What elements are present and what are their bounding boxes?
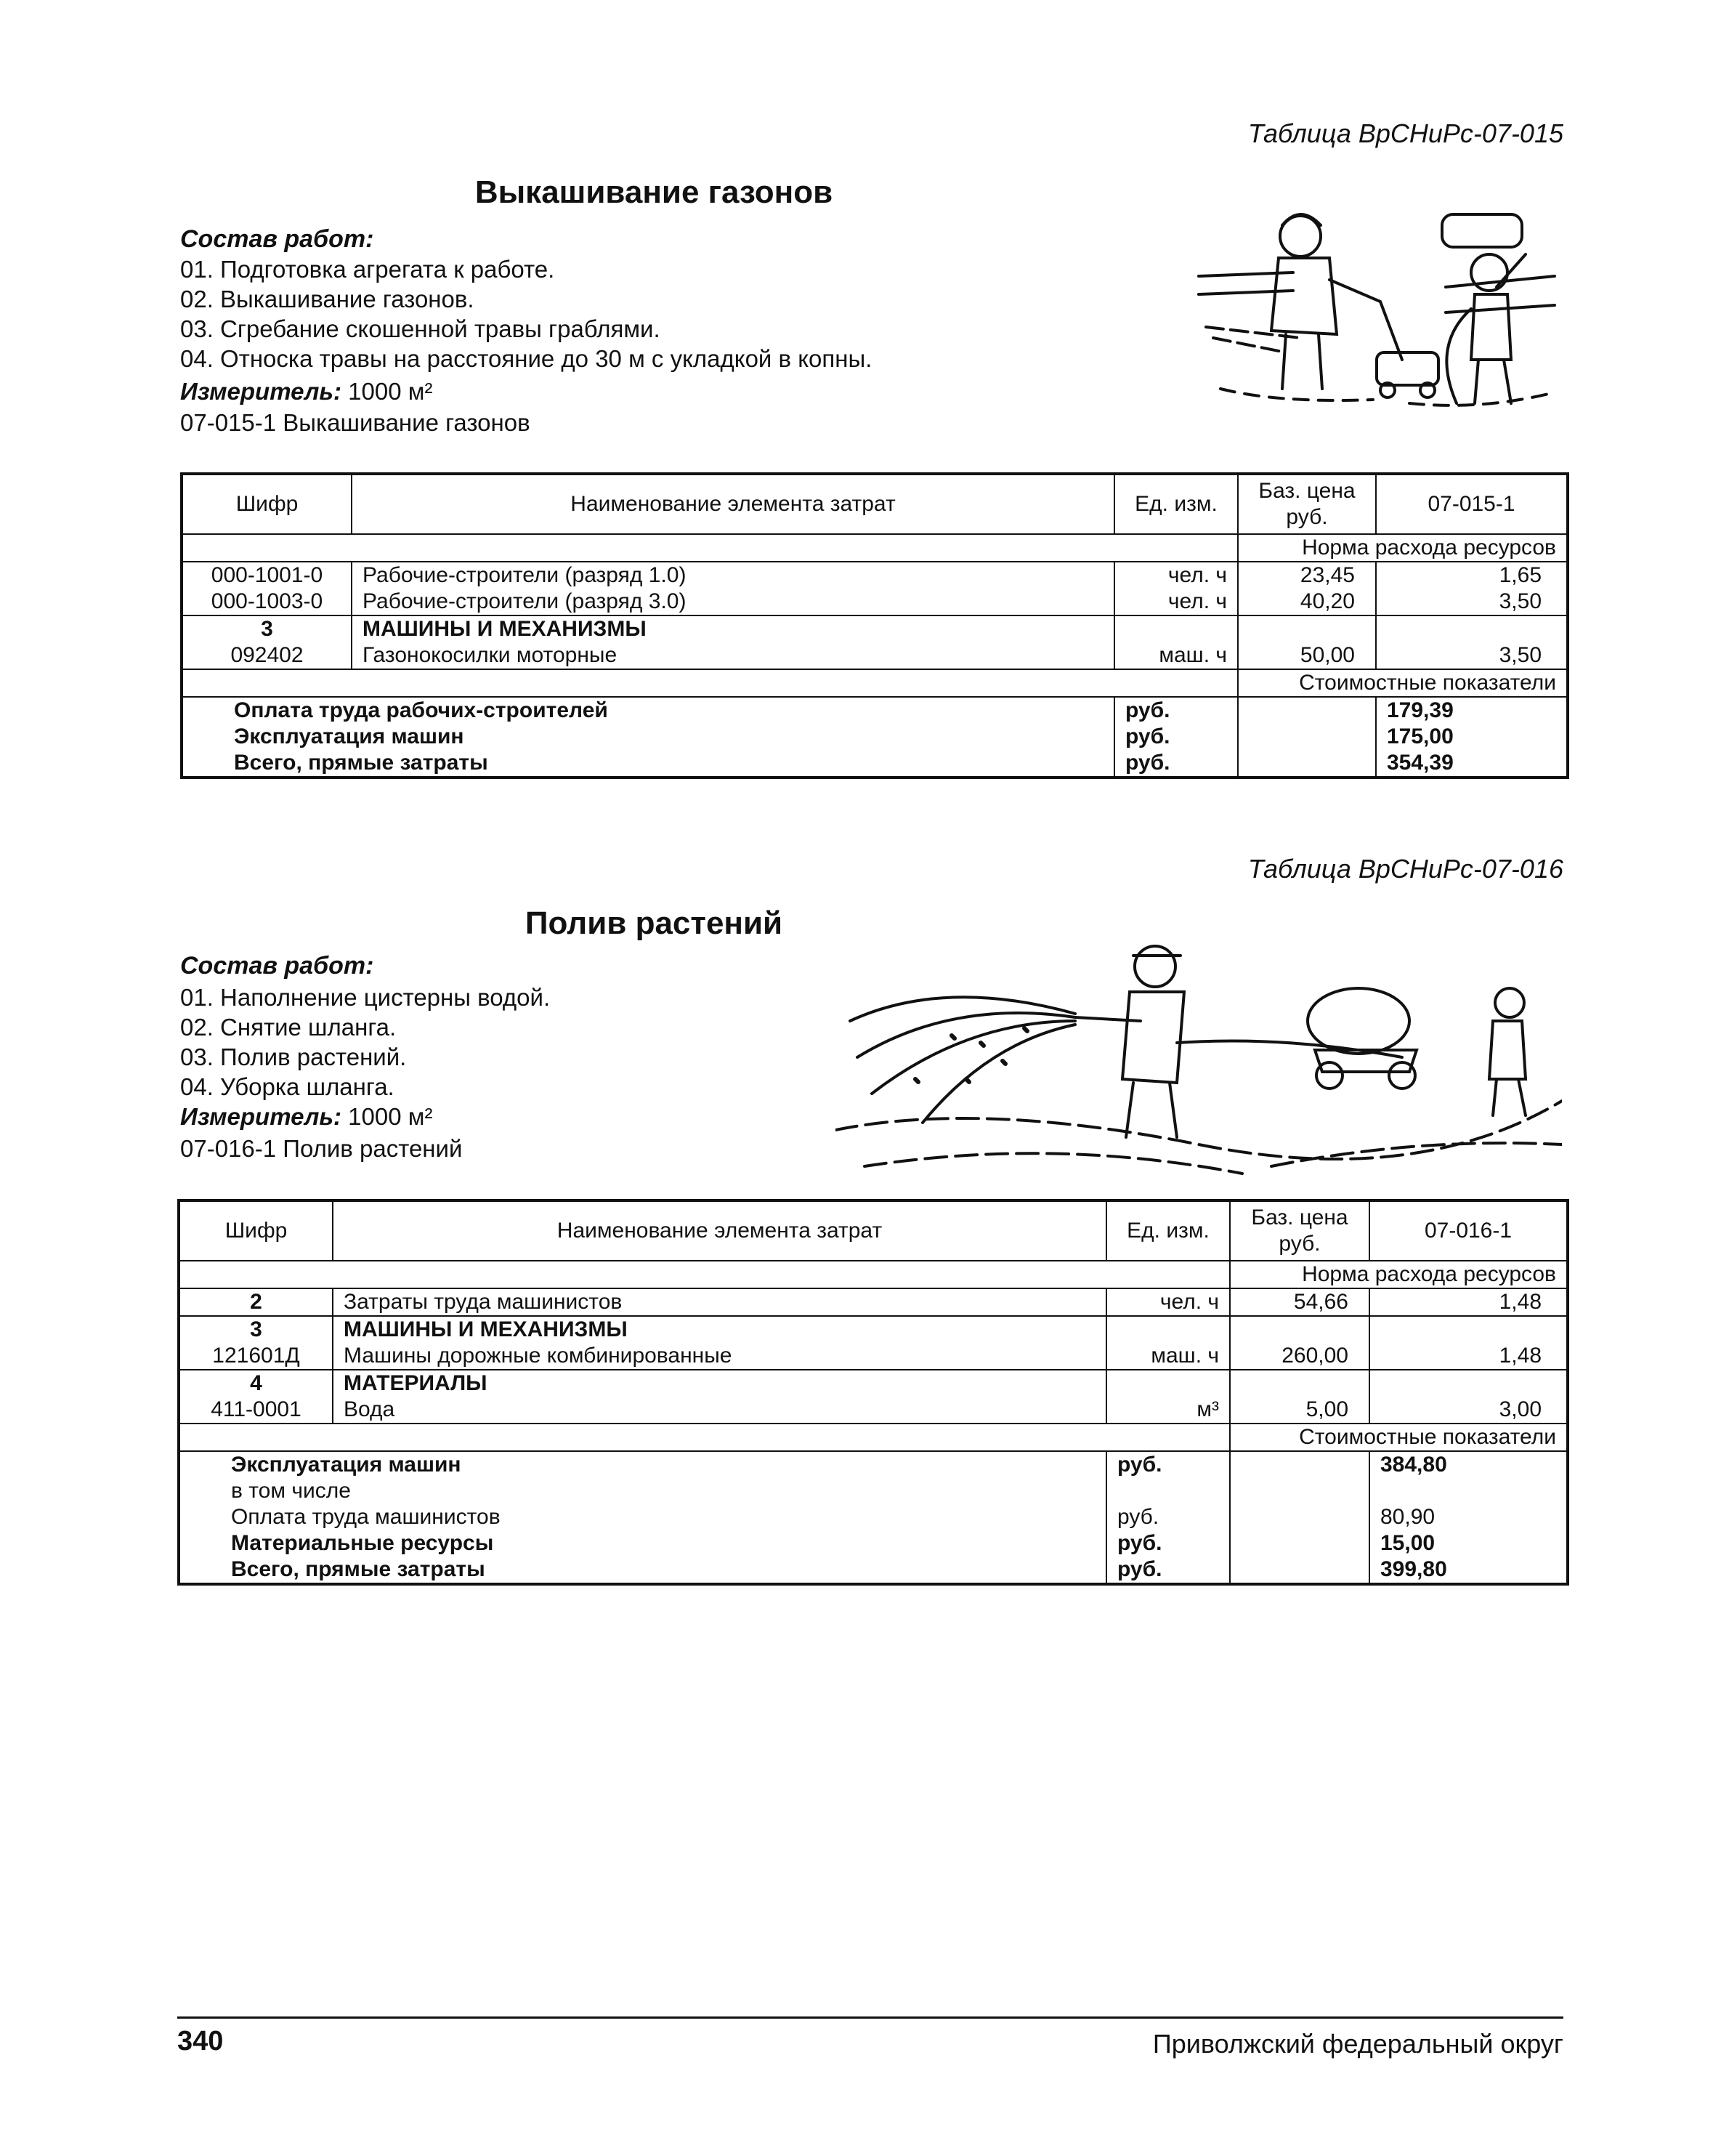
cell-price: 40,20 [1238,589,1376,615]
cell-unit: чел. ч [1106,1288,1230,1316]
col-header-name: Наименование элемента затрат [333,1200,1106,1261]
col-header-code: Шифр [179,1200,333,1261]
total-row [179,1557,1568,1584]
cost-spacer [182,669,1238,697]
cost-spacer [179,1424,1230,1451]
cell-code: 411-0001 [179,1397,333,1424]
norm-spacer [179,1261,1230,1288]
cell-price: 54,66 [1230,1288,1369,1316]
cell-name: Затраты труда машинистов [333,1288,1106,1316]
total-value: 384,80 [1380,1453,1447,1477]
cell-price [1230,1316,1369,1343]
total-unit [1106,1478,1230,1504]
total-value: 175,00 [1387,724,1454,748]
total-name: Материальные ресурсы [179,1530,1106,1557]
work-list-1 [180,254,872,374]
cell-unit: чел. ч [1114,562,1238,589]
cell-unit: маш. ч [1114,642,1238,669]
total-row [179,1530,1568,1557]
cell-price [1230,1370,1369,1397]
total-empty [1238,724,1376,750]
table-row [182,615,1568,642]
total-empty [1230,1557,1369,1584]
col-header-price: Баз. цена руб. [1230,1200,1369,1261]
total-value: 15,00 [1380,1531,1436,1555]
norm-label: Норма расхода ресурсов [1230,1261,1568,1288]
measure-value: 1000 м² [348,378,433,405]
measure-label: Измеритель: [180,378,341,405]
total-value: 179,39 [1387,698,1454,722]
cell-unit [1114,615,1238,642]
total-empty [1230,1478,1369,1504]
total-value: 80,90 [1380,1505,1436,1529]
section-title-1: Выкашивание газонов [474,174,833,210]
cell-unit [1106,1316,1230,1343]
total-empty [1238,697,1376,724]
cell-code: 3 [179,1316,333,1343]
cell-name: Машины дорожные комбинированные [333,1343,1106,1370]
total-name: Эксплуатация машин [182,724,1114,750]
cell-name: Газонокосилки моторные [352,642,1114,669]
table-row [182,642,1568,669]
resource-table-1 [180,472,1569,779]
cell-price: 260,00 [1230,1343,1369,1370]
total-unit: руб. [1106,1504,1230,1530]
norm-spacer [182,534,1238,562]
col-header-name: Наименование элемента затрат [352,474,1114,534]
total-row [182,697,1568,724]
cell-code: 3 [182,615,352,642]
table-row [179,1288,1568,1316]
table-row [182,589,1568,615]
norm-label: Норма расхода ресурсов [1238,534,1568,562]
total-unit: руб. [1114,724,1238,750]
work-item: 02. Снятие шланга. [180,1014,397,1041]
code-line-1: 07-015-1 Выкашивание газонов [180,409,530,436]
total-value: 399,80 [1380,1557,1447,1581]
col-header-price: Баз. цена руб. [1238,474,1376,534]
cell-value [1369,1370,1568,1397]
sostav-label-2: Состав работ: [180,952,374,980]
cell-price: 50,00 [1238,642,1376,669]
total-name: Всего, прямые затраты [179,1557,1106,1584]
page-number: 340 [177,2026,224,2056]
cell-name: МАТЕРИАЛЫ [333,1370,1106,1397]
cell-value: 1,65 [1499,563,1542,587]
total-empty [1230,1451,1369,1478]
section-title-2: Полив растений [525,905,783,941]
work-item: 02. Выкашивание газонов. [180,286,474,312]
measure-2 [180,1103,432,1131]
work-list-2 [180,982,550,1102]
total-unit: руб. [1106,1451,1230,1478]
cell-code: 2 [179,1288,333,1316]
cost-label: Стоимостные показатели [1230,1424,1568,1451]
cell-code: 4 [179,1370,333,1397]
total-row [179,1478,1568,1504]
total-empty [1230,1530,1369,1557]
total-row [179,1504,1568,1530]
total-name: Оплата труда машинистов [179,1504,1106,1530]
work-item: 03. Сгребание скошенной травы граблями. [180,315,660,342]
cost-label: Стоимостные показатели [1238,669,1568,697]
cell-code: 000-1001-0 [182,562,352,589]
work-item: 03. Полив растений. [180,1043,407,1070]
code-line-2: 07-016-1 Полив растений [180,1135,463,1162]
cell-unit: м³ [1106,1397,1230,1424]
cell-value: 3,50 [1499,643,1542,667]
total-row [182,750,1568,778]
total-unit: руб. [1106,1530,1230,1557]
table-row [179,1343,1568,1370]
col-header-code-value: 07-016-1 [1369,1200,1568,1261]
lawn-mower-illustration [1191,185,1569,425]
cell-name: Рабочие-строители (разряд 1.0) [352,562,1114,589]
total-value: 354,39 [1387,751,1454,775]
measure-value: 1000 м² [348,1103,433,1130]
cell-value: 3,50 [1499,589,1542,613]
cell-value: 1,48 [1499,1290,1542,1314]
cell-code: 121601Д [179,1343,333,1370]
col-header-unit: Ед. изм. [1106,1200,1230,1261]
total-empty [1238,750,1376,778]
cell-name: МАШИНЫ И МЕХАНИЗМЫ [333,1316,1106,1343]
cell-unit [1106,1370,1230,1397]
measure-1 [180,378,432,405]
cell-value: 3,00 [1499,1397,1542,1421]
table-ref-1: Таблица ВрСНиРс-07-015 [1247,118,1563,148]
total-empty [1230,1504,1369,1530]
col-header-unit: Ед. изм. [1114,474,1238,534]
total-value [1369,1478,1568,1504]
measure-label: Измеритель: [180,1103,341,1130]
watering-illustration [835,934,1562,1195]
cell-unit: маш. ч [1106,1343,1230,1370]
cell-value [1369,1316,1568,1343]
cell-price [1238,615,1376,642]
sostav-label-1: Состав работ: [180,225,374,253]
cell-name: МАШИНЫ И МЕХАНИЗМЫ [352,615,1114,642]
work-item: 04. Уборка шланга. [180,1073,394,1100]
cell-value [1376,615,1568,642]
total-row [182,724,1568,750]
total-row [179,1451,1568,1478]
work-item: 01. Подготовка агрегата к работе. [180,256,555,283]
table-row [179,1316,1568,1343]
cell-name: Рабочие-строители (разряд 3.0) [352,589,1114,615]
total-name: Всего, прямые затраты [182,750,1114,778]
table-row [179,1370,1568,1397]
total-name: Оплата труда рабочих-строителей [182,697,1114,724]
total-name: в том числе [179,1478,1106,1504]
total-unit: руб. [1106,1557,1230,1584]
cell-value: 1,48 [1499,1344,1542,1368]
cell-unit: чел. ч [1114,589,1238,615]
cell-price: 23,45 [1238,562,1376,589]
total-name: Эксплуатация машин [179,1451,1106,1478]
footer-region: Приволжский федеральный округ [1152,2029,1563,2059]
work-item: 04. Относка травы на расстояние до 30 м с укладкой в копны. [180,345,872,372]
total-unit: руб. [1114,697,1238,724]
table-ref-2: Таблица ВрСНиРс-07-016 [1247,854,1563,884]
col-header-code-value: 07-015-1 [1376,474,1568,534]
cell-price: 5,00 [1230,1397,1369,1424]
cell-name: Вода [333,1397,1106,1424]
total-unit: руб. [1114,750,1238,778]
cell-code: 000-1003-0 [182,589,352,615]
footer-rule [177,2016,1563,2019]
work-item: 01. Наполнение цистерны водой. [180,984,551,1011]
table-row [179,1397,1568,1424]
resource-table-2 [177,1199,1569,1586]
col-header-code: Шифр [182,474,352,534]
table-row [182,562,1568,589]
cell-code: 092402 [182,642,352,669]
